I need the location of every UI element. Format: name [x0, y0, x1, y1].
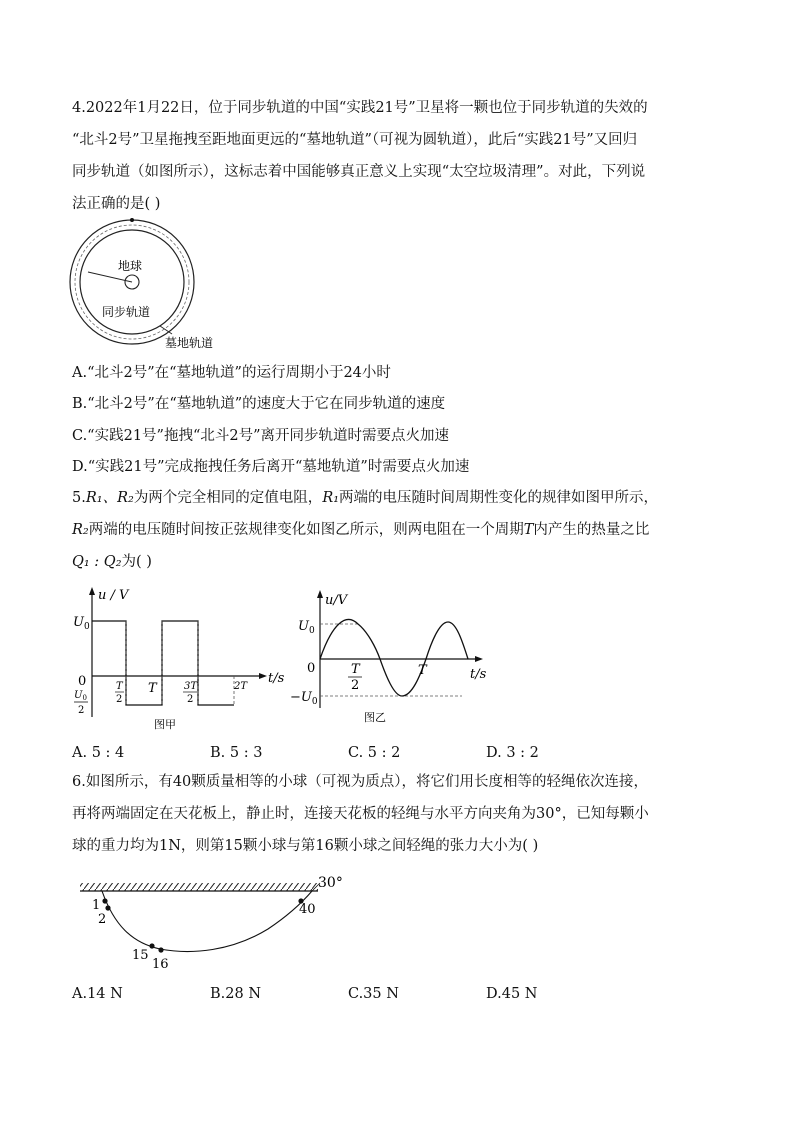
fig-a-y-arrow	[89, 587, 95, 595]
q5-line-3	[72, 546, 722, 578]
q5-option-a[interactable]: A. 5 : 4	[72, 745, 125, 761]
fig-b-origin: 0	[307, 661, 316, 676]
fig-a-square-wave	[70, 585, 295, 735]
fig-a-tick-3half-num: 3T	[184, 681, 198, 692]
angle-label: 30°	[318, 875, 343, 891]
ball-15	[149, 943, 154, 948]
q5-period-T: T	[523, 522, 534, 538]
q6-option-b[interactable]: B.28 N	[210, 986, 262, 1002]
q4-stem	[72, 92, 722, 220]
fig-a-x-arrow	[259, 673, 267, 679]
fig-a-neg-den: 2	[78, 705, 85, 716]
q5-number: 5.	[72, 490, 86, 506]
ball-1-label: 1	[92, 898, 101, 913]
q6-stem	[72, 766, 722, 862]
fig-a-U0: $U_0$	[73, 615, 90, 632]
fig-b-U0: $U_0$	[298, 619, 315, 636]
q4-option-a[interactable]: A.“北斗2号”在“墓地轨道”的运行周期小于24小时	[72, 365, 391, 381]
q4-option-c[interactable]: C.“实践21号”拖拽“北斗2号”离开同步轨道时需要点火加速	[72, 428, 450, 444]
q4-line-3: 同步轨道（如图所示），这标志着中国能够真正意义上实现“太空垃圾清理”。对此，下列说	[72, 164, 646, 180]
ball-40-label: 40	[299, 902, 316, 917]
graveyard-orbit-label: 墓地轨道	[165, 336, 214, 350]
q5-ratio: Q₁ : Q₂	[72, 554, 122, 570]
q6-line-2: 再将两端固定在天花板上，静止时，连接天花板的轻绳与水平方向夹角为30°，已知每颗小	[72, 806, 649, 822]
fig-a-xlabel: t/s	[268, 671, 285, 686]
q5-r1: R₁	[322, 490, 340, 506]
fig-b-neg-U0: $-U_0$	[290, 690, 318, 707]
fig-b-sine-wave	[290, 588, 500, 728]
q5-text-1: 为两个完全相同的定值电阻，	[133, 490, 323, 506]
q4-line-4: 法正确的是( )	[72, 196, 161, 212]
ball-16	[158, 947, 163, 952]
earth-label: 地球	[118, 259, 143, 273]
fig-b-ylabel: u/V	[325, 593, 348, 608]
q5-line-1	[72, 482, 722, 514]
fig-a-tick-2T: 2T	[234, 681, 248, 692]
q4-option-b[interactable]: B.“北斗2号”在“墓地轨道”的速度大于它在同步轨道的速度	[72, 396, 446, 412]
fig-a-ylabel: u / V	[98, 588, 129, 603]
fig-a-tick-T: T	[148, 681, 157, 696]
ball-1	[102, 898, 107, 903]
fig-b-x-arrow	[475, 656, 483, 662]
q5-text-2: 两端的电压随时间周期性变化的规律如图甲所示，	[339, 490, 659, 506]
q5-line-2	[72, 514, 722, 546]
q5-stem	[72, 482, 722, 578]
chain-rope	[102, 891, 312, 952]
ceiling-hatch	[80, 883, 318, 891]
radius-line	[88, 272, 132, 282]
q5-text-5: 为( )	[121, 554, 152, 570]
fig-a-tick-half-den: 2	[116, 694, 123, 705]
sync-orbit-label: 同步轨道	[102, 305, 151, 319]
q4-line-1: 4.2022年1月22日，位于同步轨道的中国“实践21号”卫星将一颗也位于同步轨道的失效的	[72, 100, 648, 116]
q6-option-d[interactable]: D.45 N	[486, 986, 538, 1002]
q5-r1-r2: R₁、R₂	[85, 490, 134, 506]
satellite-dot	[130, 218, 134, 222]
fig-a-caption: 图甲	[154, 718, 176, 731]
fig-b-tick-T: T	[418, 663, 427, 678]
q4-orbit-figure	[68, 216, 214, 351]
fig-b-xlabel: t/s	[470, 667, 487, 682]
fig-a-tick-3half-den: 2	[187, 694, 194, 705]
fig-b-sine-curve	[320, 619, 468, 696]
ball-16-label: 16	[152, 957, 169, 972]
fig-a-waveform	[92, 621, 234, 705]
q6-chain-figure	[72, 873, 362, 973]
fig-a-tick-half-num: T	[116, 681, 123, 692]
fig-b-caption: 图乙	[364, 711, 386, 724]
fig-a-neg-U0: $U_0$	[74, 690, 87, 702]
fig-a-origin: 0	[78, 674, 87, 689]
q5-option-c[interactable]: C. 5 : 2	[348, 745, 401, 761]
q4-option-d[interactable]: D.“实践21号”完成拖拽任务后离开“墓地轨道”时需要点火加速	[72, 459, 470, 475]
fig-b-tick-half-num: T	[351, 662, 360, 677]
ball-15-label: 15	[132, 948, 149, 963]
fig-b-y-arrow	[317, 590, 323, 598]
q6-option-c[interactable]: C.35 N	[348, 986, 399, 1002]
ball-2-label: 2	[98, 912, 107, 927]
graveyard-pointer	[160, 326, 172, 334]
q5-option-d[interactable]: D. 3 : 2	[486, 745, 539, 761]
q6-line-3: 球的重力均为1N，则第15颗小球与第16颗小球之间轻绳的张力大小为( )	[72, 838, 539, 854]
q5-text-3: 两端的电压随时间按正弦规律变化如图乙所示，则两电阻在一个周期	[88, 522, 524, 538]
ball-2	[105, 905, 110, 910]
q5-option-b[interactable]: B. 5 : 3	[210, 745, 263, 761]
q4-line-2: “北斗2号”卫星拖拽至距地面更远的“墓地轨道”（可视为圆轨道），此后“实践21号”又回归	[72, 132, 638, 148]
q6-option-a[interactable]: A.14 N	[72, 986, 123, 1002]
q5-text-4: 内产生的热量之比	[533, 522, 650, 538]
q6-line-1: 6.如图所示，有40颗质量相等的小球（可视为质点），将它们用长度相等的轻绳依次连接，	[72, 774, 649, 790]
fig-b-tick-half-den: 2	[351, 678, 360, 693]
q5-r2: R₂	[72, 522, 89, 538]
